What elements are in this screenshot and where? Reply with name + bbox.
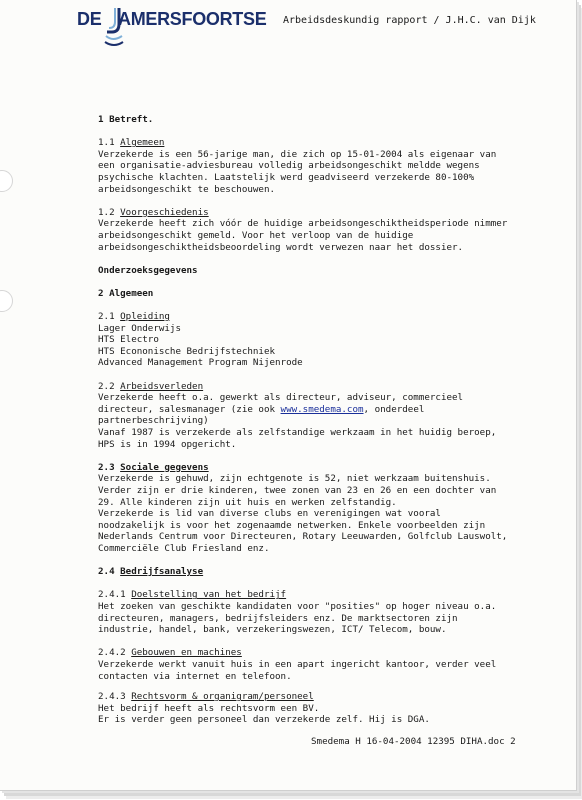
paragraph-line: Het zoeken van geschikte kandidaten voor "posities" op hoger niveau o.a. (98, 600, 497, 612)
punch-hole (0, 170, 13, 192)
paragraph-line: industrie, handel, bank, verzekeringswezen, ICT/ Telecom, bouw. (98, 624, 447, 636)
section-2-4-2-heading: 2.4.2 Gebouwen en machines (98, 647, 242, 659)
paragraph-line: HTS Electro (98, 334, 159, 346)
logo-text: AMERSFOORTSE (118, 9, 267, 29)
paragraph-line: psychische klachten. Laatstelijk werd geadviseerd verzekerde 80-100% (98, 171, 475, 183)
section-1-1-heading: 1.1 Algemeen (98, 137, 165, 149)
section-2-2-heading: 2.2 Arbeidsverleden (98, 380, 204, 392)
paragraph-line: Het bedrijf heeft als rechtsvorm een BV. (98, 702, 320, 714)
paragraph-line: directeuren, managers, bedrijfsleiders enz. De marktsectoren zijn (98, 612, 458, 624)
paragraph-line: Verzekerde heeft o.a. gewerkt als directeur, adviseur, commercieel (98, 392, 464, 404)
logo-text-prefix: DE (77, 9, 102, 29)
section-2-4-3-heading: 2.4.3 Rechtsvorm & organigram/personeel (98, 691, 314, 703)
paragraph-line: Verder zijn er drie kinderen, twee zonen van 23 en 26 en een dochter van (98, 485, 497, 496)
onderzoeksgegevens-heading: Onderzoeksgegevens (98, 264, 198, 276)
section-2-3-heading: 2.3 Sociale gegevens (98, 461, 209, 473)
section-2-1-heading: 2.1 Opleiding (98, 311, 170, 323)
paragraph-line: Commerciële Club Friesland enz. (98, 542, 270, 554)
paragraph-line: Verzekerde is gehuwd, zijn echtgenote is 52, niet werkzaam buitenshuis. (98, 473, 491, 485)
paragraph-line: arbeidsongeschikt gemeld. Voor het verloop van de huidige (98, 229, 414, 241)
paragraph-line: arbeidsongeschiktheidsbeoordeling wordt verwezen naar het dossier. (98, 241, 464, 253)
section-1-2-heading: 1.2 Voorgeschiedenis (98, 206, 209, 218)
paragraph-line: Verzekerde is lid van diverse clubs en verenigingen wat vooral (98, 508, 441, 520)
paragraph-line: Er is verder geen personeel dan verzekerde zelf. Hij is DGA. (98, 714, 430, 726)
paragraph-line: Advanced Management Program Nijenrode (98, 357, 303, 369)
paragraph-line: Vanaf 1987 is verzekerde als zelfstandige werkzaam in het huidig beroep, (98, 427, 497, 439)
paragraph-line: arbeidsongeschikt te beschouwen. (98, 183, 276, 195)
paragraph-line: HTS Econonische Bedrijfstechniek (98, 345, 276, 357)
paragraph-line: 29. Alle kinderen zijn uit huis en werken zelfstandig. (98, 496, 397, 508)
paragraph-line: contacten via internet en telefoon. (98, 670, 292, 682)
paragraph-line: directeur, salesmanager (zie ook www.smedema.com, onderdeel (98, 403, 425, 415)
section-2-4-heading: 2.4 Bedrijfsanalyse (98, 566, 204, 578)
punch-hole (0, 290, 13, 312)
website-link[interactable]: www.smedema.com (280, 403, 364, 415)
paragraph-line: Lager Onderwijs (98, 322, 181, 334)
paragraph-line: een organisatie-adviesbureau volledig arbeidsongeschikt meldde wegens (98, 160, 480, 172)
section-2-4-1-heading: 2.4.1 Doelstelling van het bedrijf (98, 589, 287, 601)
company-logo (77, 6, 267, 48)
paragraph-line: Nederlands Centrum voor Directeuren, Rotary Leeuwarden, Golfclub Lauswolt, (98, 531, 508, 543)
section-1-title: 1 Betreft. (98, 114, 154, 125)
page-footer: Smedema H 16-04-2004 12395 DIHA.doc 2 (311, 736, 516, 747)
paragraph-line: HPS is in 1994 opgericht. (98, 438, 237, 450)
paragraph-line: noodzakelijk is voor het zogenaamde netwerken. Enkele voorbeelden zijn (98, 519, 486, 531)
section-2-title: 2 Algemeen (98, 287, 154, 299)
paragraph-line: partnerbeschrijving) (98, 415, 209, 427)
paragraph-line: Verzekerde heeft zich vóór de huidige arbeidsongeschiktheidsperiode nimmer (98, 218, 508, 230)
paragraph-line: Verzekerde werkt vanuit huis in een apart ingericht kantoor, verder veel (98, 658, 497, 670)
paragraph-line: Verzekerde is een 56-jarige man, die zich op 15-01-2004 als eigenaar van (98, 148, 497, 160)
report-title: Arbeidsdeskundig rapport / J.H.C. van Dijk (283, 15, 536, 26)
report-body (98, 114, 538, 726)
